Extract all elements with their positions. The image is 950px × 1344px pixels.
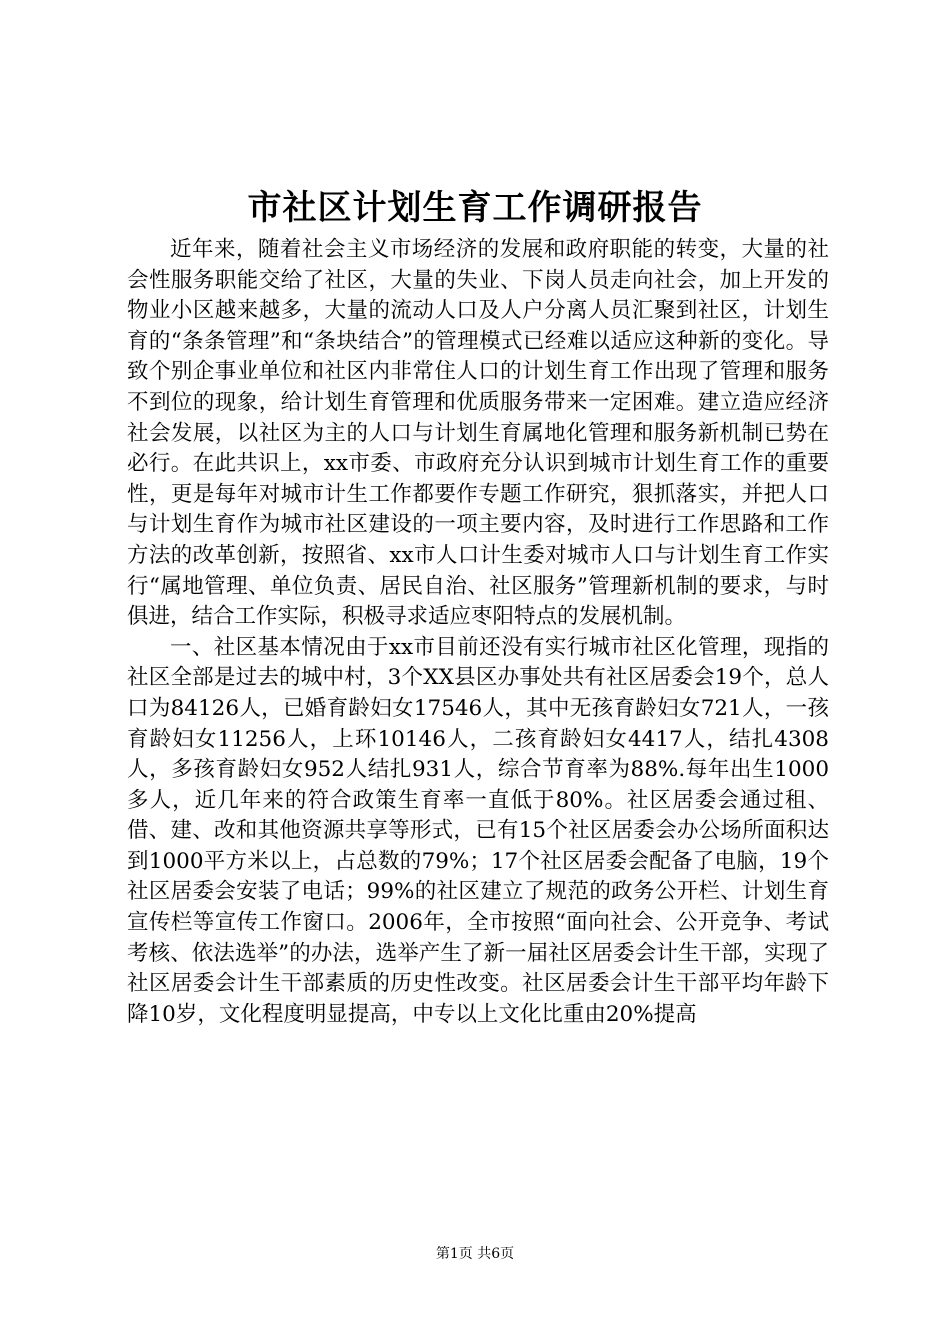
document-title: 市社区计划生育工作调研报告 bbox=[247, 188, 703, 228]
paragraph-section-1: 一、社区基本情况由于xx市目前还没有实行城市社区化管理，现指的社区全部是过去的城中村，3个XX县区办事处共有社区居委会19个，总人口为84126人，已婚育龄妇女17546人，其中无孩育龄妇女721人，一孩育龄妇女11256人，上环10146人，二孩育龄妇女4417人，结扎4308人，多孩育龄妇女952人结扎931人，综合节育率为88%.每年出生1000多人，近几年来的符合政策生育率一直低于80%。社区居委会通过租、借、建、改和其他资源共享等形式，已有15个社区居委会办公场所面积达到1000平方米以上，占总数的79%；17个社区居委会配备了电脑，19个社区居委会安装了电话；99%的社区建立了规范的政务公开栏、计划生育宣传栏等宣传工作窗口。2006年，全市按照“面向社会、公开竞争、考试考核、依法选举”的办法，选举产生了新一届社区居委会计生干部，实现了社区居委会计生干部素质的历史性改变。社区居委会计生干部平均年龄下降10岁，文化程度明显提高，中专以上文化比重由20%提高 bbox=[127, 634, 829, 1027]
page-number-footer: 第1页 共6页 bbox=[435, 1246, 515, 1262]
document-body bbox=[127, 235, 829, 1030]
paragraph-intro: 近年来，随着社会主义市场经济的发展和政府职能的转变，大量的社会性服务职能交给了社区，大量的失业、下岗人员走向社会，加上开发的物业小区越来越多，大量的流动人口及人户分离人员汇聚到社区，计划生育的“条条管理”和“条块结合”的管理模式已经难以适应这种新的变化。导致个别企事业单位和社区内非常住人口的计划生育工作出现了管理和服务不到位的现象，给计划生育管理和优质服务带来一定困难。建立造应经济社会发展，以社区为主的人口与计划生育属地化管理和服务新机制已势在必行。在此共识上，xx市委、市政府充分认识到城市计划生育工作的重要性，更是每年对城市计生工作都要作专题工作研究，狠抓落实，并把人口与计划生育作为城市社区建设的一项主要内容，及时进行工作思路和工作方法的改革创新，按照省、xx市人口计生委对城市人口与计划生育工作实行“属地管理、单位负责、居民自治、社区服务”管理新机制的要求，与时俱进，结合工作实际，积极寻求适应枣阳特点的发展机制。 bbox=[127, 237, 829, 630]
